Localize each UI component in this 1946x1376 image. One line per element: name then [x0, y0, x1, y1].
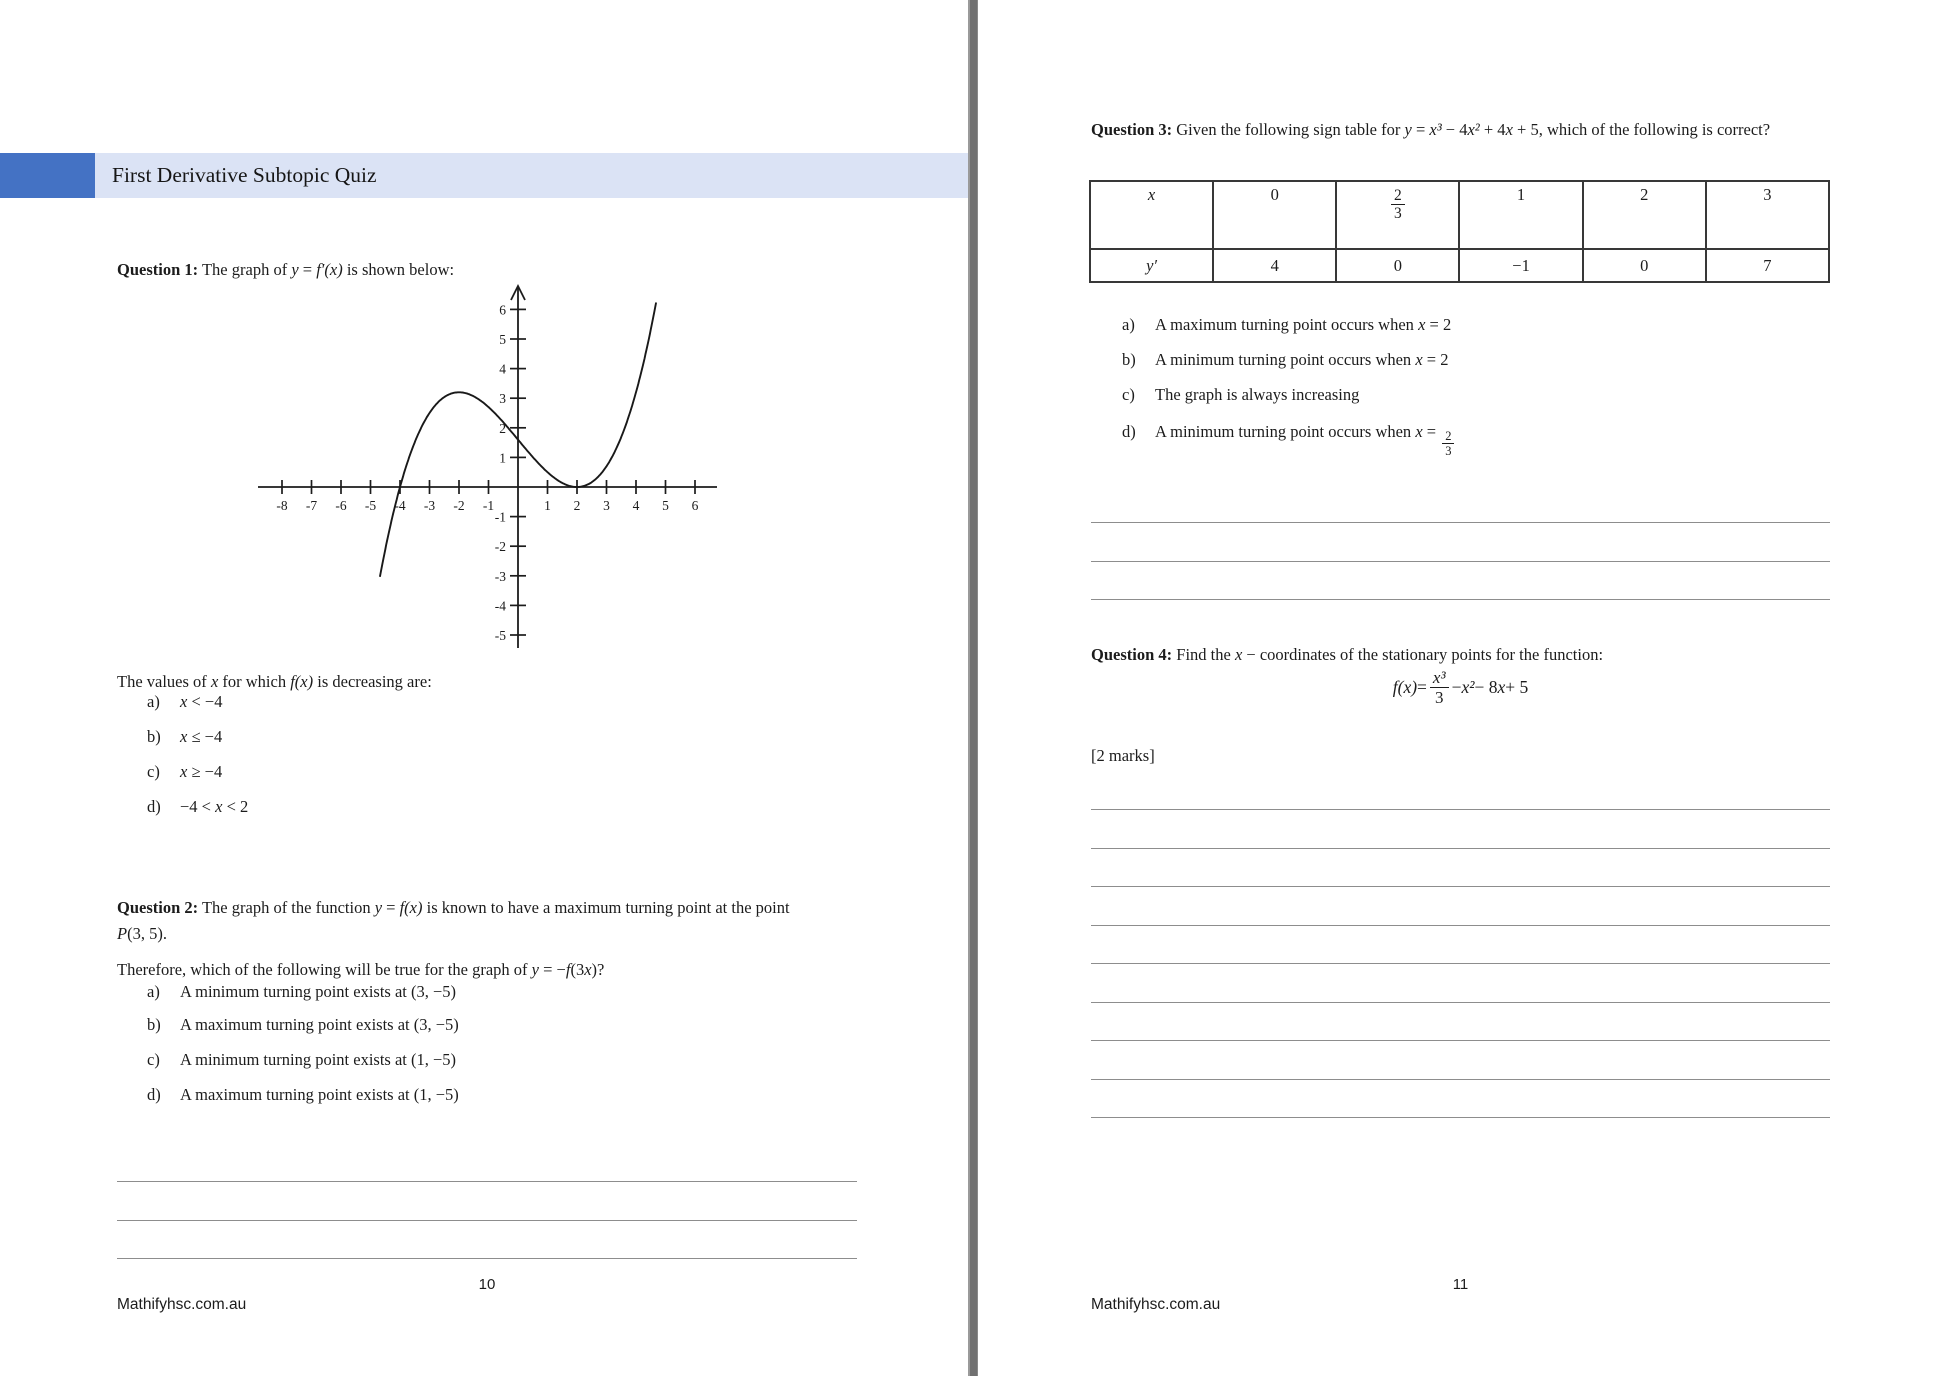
- option-text: −4 < x < 2: [180, 797, 249, 816]
- q3-option-b: [1122, 348, 1448, 372]
- svg-text:-4: -4: [394, 498, 406, 513]
- answer-line: [1091, 561, 1830, 600]
- y-tick-labels: [495, 302, 507, 643]
- svg-text:6: 6: [499, 302, 506, 318]
- q3-option-c: [1122, 383, 1359, 407]
- table-cell: 0: [1336, 249, 1459, 282]
- q3-option-d: [1122, 420, 1454, 458]
- option-letter: a): [147, 982, 160, 1001]
- option-letter: a): [1122, 315, 1135, 334]
- q2-option-d: [147, 1083, 459, 1107]
- q1-option-b: [147, 725, 222, 749]
- question-4-heading: Question 4: Find the x − coordinates of the stationary points for the function:: [1091, 644, 1604, 664]
- table-cell: [1336, 181, 1459, 249]
- question-3-heading: Question 3: Given the following sign table for y = x³ − 4x² + 4x + 5, which of the following is correct?: [1091, 119, 1771, 139]
- svg-text:-1: -1: [494, 509, 506, 525]
- svg-text:6: 6: [691, 498, 699, 513]
- option-text: x ≥ −4: [180, 762, 223, 781]
- q4-formula: f(x) = $\frac{\text{x³}}{3}$ − x² − 8 x + 5: [1392, 668, 1529, 708]
- option-text: A minimum turning point exists at (3, −5): [180, 982, 457, 1001]
- table-cell: 7: [1706, 249, 1829, 282]
- svg-text:-1: -1: [482, 498, 495, 513]
- derivative-graph: [250, 280, 730, 670]
- option-letter: c): [147, 762, 160, 781]
- page-number: 10: [478, 1276, 496, 1293]
- title-accent-block: [0, 153, 95, 198]
- option-text: A maximum turning point occurs when x = 2: [1155, 315, 1452, 334]
- svg-text:5: 5: [662, 498, 669, 513]
- svg-text:3: 3: [499, 391, 506, 407]
- q1-option-a: [147, 690, 222, 714]
- answer-line: [1091, 1117, 1830, 1156]
- svg-text:-3: -3: [494, 568, 506, 584]
- answer-lines-q3: [1091, 522, 1830, 638]
- x-tick-labels: [276, 498, 698, 513]
- option-text: A minimum turning point occurs when x = 2: [1155, 350, 1449, 369]
- svg-text:2: 2: [499, 420, 506, 436]
- page-title: First Derivative Subtopic Quiz: [112, 163, 377, 187]
- option-letter: b): [147, 1015, 161, 1034]
- svg-text:4: 4: [632, 498, 640, 513]
- q2-option-b: [147, 1013, 459, 1037]
- answer-line: [1091, 1040, 1830, 1079]
- svg-text:-5: -5: [494, 628, 506, 643]
- table-cell: 3: [1706, 181, 1829, 249]
- answer-lines-q4: [1091, 809, 1830, 1156]
- svg-text:-2: -2: [453, 498, 465, 513]
- option-text: A maximum turning point exists at (1, −5): [180, 1085, 459, 1104]
- answer-line: [1091, 925, 1830, 964]
- option-text: x < −4: [180, 692, 223, 711]
- svg-text:5: 5: [499, 332, 506, 347]
- table-cell: 4: [1213, 249, 1336, 282]
- option-letter: d): [1122, 422, 1136, 441]
- table-cell: 0: [1583, 249, 1706, 282]
- svg-text:-5: -5: [364, 498, 377, 513]
- tick-marks: [282, 309, 695, 635]
- option-letter: c): [147, 1050, 160, 1069]
- page-divider: [968, 0, 978, 1376]
- table-cell: 2: [1583, 181, 1706, 249]
- question-1-heading: Question 1: The graph of y = f′(x) is shown below:: [117, 259, 455, 279]
- option-letter: d): [147, 797, 161, 816]
- table-cell: −1: [1459, 249, 1582, 282]
- answer-line: [1091, 963, 1830, 1002]
- svg-text:-8: -8: [276, 498, 288, 513]
- svg-text:-4: -4: [494, 598, 506, 614]
- q4-marks: [2 marks]: [1091, 745, 1155, 765]
- table-row-yprime: [1090, 249, 1829, 282]
- table-cell: 1: [1459, 181, 1582, 249]
- svg-text:-3: -3: [423, 498, 436, 513]
- option-letter: d): [147, 1085, 161, 1104]
- answer-line: [117, 1220, 857, 1259]
- option-letter: b): [1122, 350, 1136, 369]
- option-text: A minimum turning point occurs when x = $\frac{2}{3}$: [1155, 420, 1454, 455]
- question-2-prompt: Therefore, which of the following will be true for the graph of y = −f(3x)?: [117, 959, 605, 979]
- svg-text:1: 1: [544, 498, 551, 513]
- table-cell: 0: [1213, 181, 1336, 249]
- svg-text:3: 3: [603, 498, 610, 513]
- fraction: $\frac{2}{3}$: [1391, 187, 1405, 223]
- option-letter: c): [1122, 385, 1135, 404]
- footer-site: Mathifyhsc.com.au: [117, 1296, 247, 1313]
- answer-line: [1091, 522, 1830, 561]
- page-number: 11: [1452, 1276, 1469, 1293]
- svg-text:4: 4: [499, 361, 506, 377]
- svg-text:2: 2: [573, 498, 581, 513]
- question-2-heading: Question 2: The graph of the function y = f(x) is known to have a maximum turning point at the point P(3, 5).: [117, 897, 790, 943]
- table-row-x: [1090, 181, 1829, 249]
- answer-line: [1091, 848, 1830, 887]
- option-text: x ≤ −4: [180, 727, 223, 746]
- option-text: The graph is always increasing: [1155, 385, 1360, 404]
- table-cell: y′: [1090, 249, 1213, 282]
- question-1-prompt: The values of x for which f(x) is decreasing are:: [117, 671, 432, 691]
- q3-option-a: [1122, 313, 1451, 337]
- answer-line: [1091, 599, 1830, 638]
- answer-line: [1091, 1002, 1830, 1041]
- answer-line: [1091, 886, 1830, 925]
- option-text: A maximum turning point exists at (3, −5): [180, 1015, 459, 1034]
- answer-line: [117, 1181, 857, 1220]
- fraction: $\frac{2}{3}$: [1442, 429, 1454, 458]
- q1-option-d: [147, 795, 248, 819]
- option-letter: b): [147, 727, 161, 746]
- option-letter: a): [147, 692, 160, 711]
- fraction: $\frac{\text{x³}}{3}$: [1430, 668, 1449, 707]
- option-text: A minimum turning point exists at (1, −5): [180, 1050, 457, 1069]
- sign-table: [1089, 180, 1830, 283]
- svg-text:-2: -2: [494, 539, 506, 555]
- svg-text:1: 1: [499, 450, 506, 466]
- answer-line: [1091, 809, 1830, 848]
- q2-option-c: [147, 1048, 456, 1072]
- q1-option-c: [147, 760, 222, 784]
- q2-option-a: [147, 980, 456, 1004]
- answer-line: [1091, 1079, 1830, 1118]
- svg-text:-6: -6: [335, 498, 347, 513]
- svg-text:-7: -7: [305, 498, 318, 513]
- table-cell: x: [1090, 181, 1213, 249]
- footer-site: Mathifyhsc.com.au: [1091, 1296, 1221, 1313]
